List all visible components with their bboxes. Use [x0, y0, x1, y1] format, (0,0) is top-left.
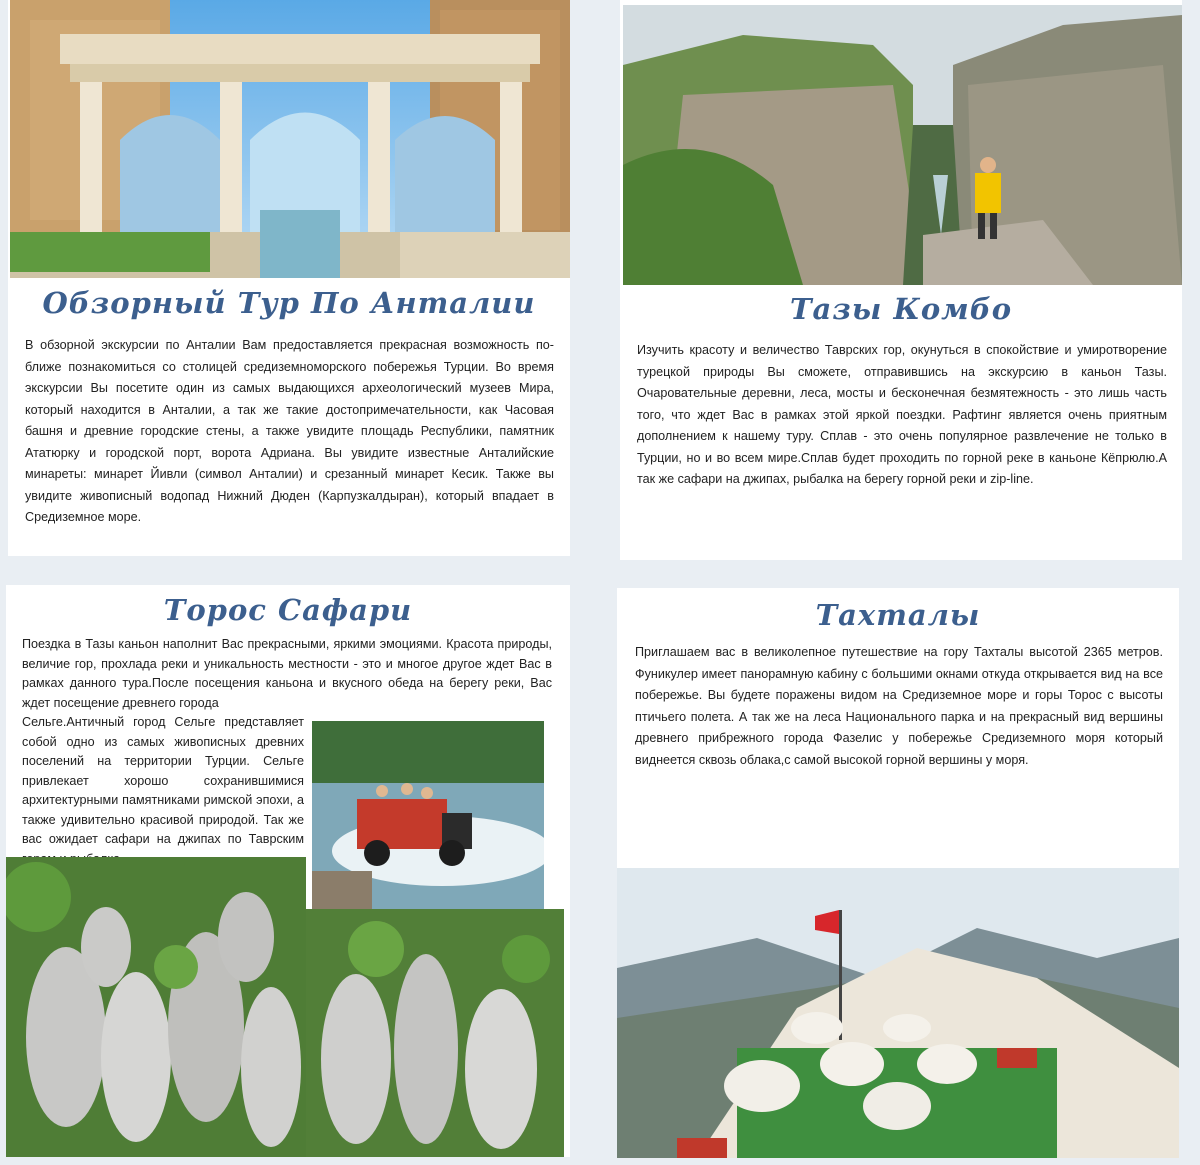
tour-description: Приглашаем вас в великолепное путешествие на гору Тахталы высотой 2365 метров. Фуникулер имеет панорамную кабину с большими окнами откуда открывается вид на все побережье. Вы будете поражены видом на Средиземное море и горы Торос с высоты птичьего полета. А так же на леса Национального парка и на прекрасный вид вершины древнего прибрежного города Фазелис у побережье Средиземного моря который виднеется сквозь облака,с самой высокой горной вершины у моря.	[635, 645, 1163, 767]
tour-card-tahtali	[617, 588, 1179, 1158]
tour-title: Тахталы	[815, 598, 981, 632]
tour-description: Изучить красоту и величество Таврских гор, окунуться в спокойствие и умиротворение турецкой природы Вы сможете, отправившись на экскурсию в каньон Тазы. Очаровательные деревни, леса, мосты и бесконечная безмятежность - это лишь часть того, что ждет Вас в рамках этой яркой поездки. Рафтинг является очень приятным дополнением к нашему туру. Сплав - это очень популярное развлечение не только в Турции, но и во всем мире.Сплав будет проходить по горной реке в каньоне Кёпрюлю.А так же сафари на джипах, рыбалка на берегу горной реки и zip-line.	[637, 343, 1167, 486]
tour-card-antalya	[8, 0, 570, 556]
tour-title: Торос Сафари	[163, 593, 413, 627]
rock-formations-photo	[6, 857, 306, 1157]
tour-description-intro: Поездка в Тазы каньон наполнит Вас прекрасными, яркими эмоциями. Красота природы, величие гор, прохлада реки и уникальность местности - это и многое другое ждет Вас в рамках данного тура.После посещения каньона и вкусного обеда на берегу реки, Вас ждет посещение древнего города	[22, 637, 552, 710]
rock-formations-photo-right	[306, 909, 564, 1157]
tour-card-toros-safari	[6, 585, 570, 1157]
hadrian-gate-photo	[10, 0, 570, 278]
canyon-photo	[623, 5, 1182, 285]
tour-title: Тазы Комбо	[789, 292, 1013, 326]
jeep-safari-photo	[312, 721, 544, 909]
tour-description-continued: Сельге.Античный город Сельге представляет собой одно из самых живописных древних поселений на территории Турции. Сельге привлекает хорошо сохранившимися архитектурными памятниками римской эпохи, а также удивительно красивой природой. Так же вас ожидает сафари на джипах по Таврским	[22, 715, 304, 846]
tour-card-tazy-combo	[620, 0, 1182, 560]
tour-description: В обзорной экскурсии по Анталии Вам предоставляется прекрасная возможность по-ближе познакомиться со столицей средиземноморского побережья Турции. Во время экскурсии Вы посетите один из самых выдающихся археологический музеев Мира, который находится в Анталии, а так же такие достопримечательности, как Часовая башня и древние городские стены, а также увидите площадь Республики, памятник Ататюрку и городской порт, ворота Адриана. Вы увидите известные Анталийские минареты: минарет Йивли (символ Анталии) и срезанный минарет Кесик. Также вы увидите живописный водопад Нижний Дюден (Карпузкалдыран), который впадает в Средиземное море.	[25, 338, 554, 524]
mountain-summit-photo	[617, 868, 1179, 1158]
tour-title: Обзорный Тур По Анталии	[42, 286, 536, 320]
